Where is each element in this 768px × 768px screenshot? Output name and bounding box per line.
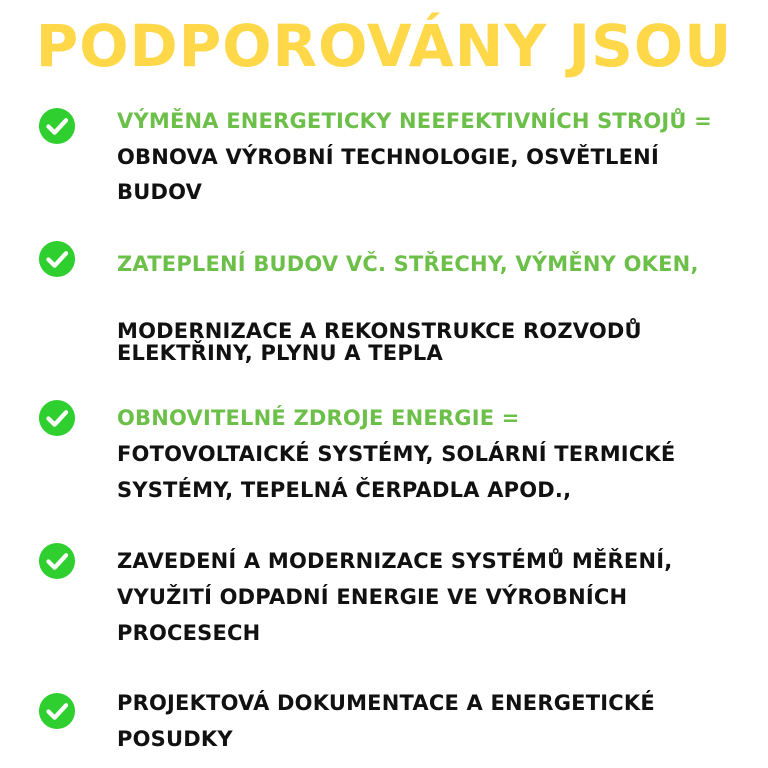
item-3-line-1: OBNOVITELNÉ ZDROJE ENERGIE = bbox=[117, 406, 520, 430]
item-5-line-2: POSUDKY bbox=[117, 727, 233, 751]
item-4-line-2: VYUŽITÍ ODPADNÍ ENERGIE VE VÝROBNÍCH bbox=[117, 585, 628, 609]
page-title: PODPOROVÁNY JSOU bbox=[35, 12, 733, 80]
item-3-line-3: SYSTÉMY, TEPELNÁ ČERPADLA APOD., bbox=[117, 478, 572, 502]
check-circle-icon bbox=[38, 542, 76, 580]
item-1-line-2: OBNOVA VÝROBNÍ TECHNOLOGIE, OSVĚTLENÍ bbox=[117, 145, 659, 169]
item-1-line-1: VÝMĚNA ENERGETICKY NEEFEKTIVNÍCH STROJŮ = bbox=[117, 109, 712, 133]
item-4-line-1: ZAVEDENÍ A MODERNIZACE SYSTÉMŮ MĚŘENÍ, bbox=[117, 549, 673, 573]
check-circle-icon bbox=[38, 240, 76, 278]
item-1-line-3: BUDOV bbox=[117, 180, 203, 204]
item-2-line-3: ELEKTŘINY, PLYNU A TEPLA bbox=[117, 341, 443, 365]
item-2-line-2: MODERNIZACE A REKONSTRUKCE ROZVODŮ bbox=[117, 319, 642, 343]
item-5-line-1: PROJEKTOVÁ DOKUMENTACE A ENERGETICKÉ bbox=[117, 691, 655, 715]
check-circle-icon bbox=[38, 107, 76, 145]
item-4-line-3: PROCESECH bbox=[117, 621, 261, 645]
check-circle-icon bbox=[38, 692, 76, 730]
check-circle-icon bbox=[38, 399, 76, 437]
item-2-line-1: ZATEPLENÍ BUDOV VČ. STŘECHY, VÝMĚNY OKEN, bbox=[117, 252, 699, 276]
item-3-line-2: FOTOVOLTAICKÉ SYSTÉMY, SOLÁRNÍ TERMICKÉ bbox=[117, 442, 676, 466]
